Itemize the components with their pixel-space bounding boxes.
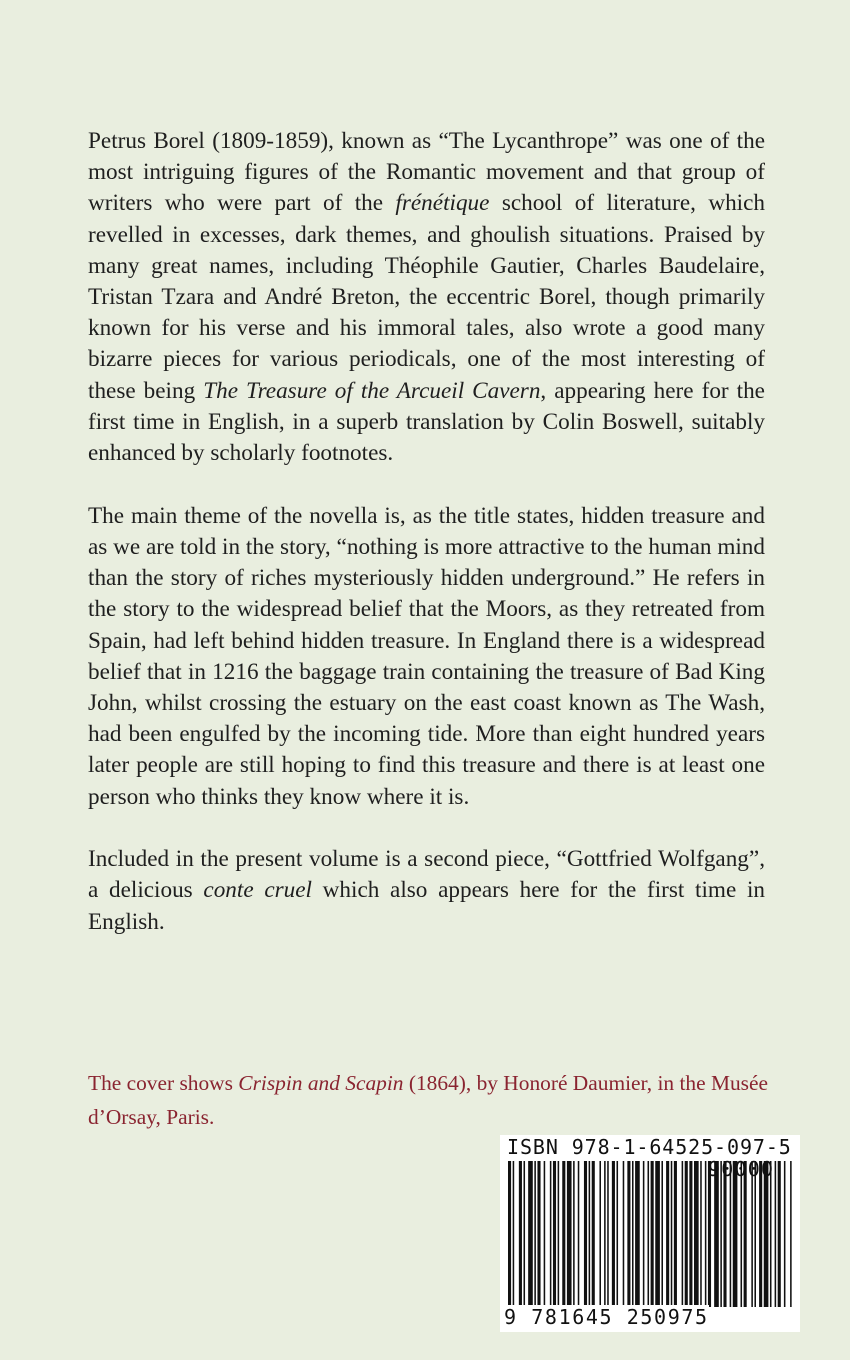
caption-segment: (1864), by Honoré Daumier, in the Musée d’Orsay, Paris. — [88, 1071, 768, 1129]
barcode-bar — [759, 1161, 762, 1307]
barcode-bar — [651, 1161, 654, 1307]
barcode-bar — [524, 1161, 526, 1307]
barcode-bar — [770, 1161, 772, 1307]
isbn-barcode — [500, 1135, 800, 1332]
barcode-bar — [623, 1161, 625, 1307]
barcode-bar — [714, 1161, 719, 1307]
barcode-bar — [723, 1161, 726, 1307]
barcode-bar — [632, 1161, 634, 1307]
barcode-bar — [730, 1161, 732, 1307]
barcode-bar — [754, 1161, 756, 1307]
blurb-segment: which also appears here for the first time in English. — [88, 877, 765, 935]
barcode-bar — [744, 1161, 747, 1307]
barcode-bar — [708, 1161, 711, 1307]
barcode-bar — [528, 1161, 533, 1307]
cover-caption — [88, 1066, 778, 1134]
price-code: 90000 — [708, 1157, 775, 1181]
barcode-bar — [519, 1161, 522, 1307]
barcode-bar — [700, 1161, 702, 1307]
blurb-segment: conte cruel — [203, 877, 312, 904]
barcode-bar — [599, 1161, 601, 1307]
isbn-label: ISBN 978-1-64525-097-5 — [507, 1135, 792, 1159]
barcode-bar — [604, 1161, 606, 1307]
barcode-bar — [648, 1161, 650, 1307]
barcode-bar — [567, 1161, 572, 1307]
barcode-bar — [627, 1161, 630, 1307]
barcode-bar — [705, 1161, 707, 1307]
barcode-bar — [720, 1161, 722, 1307]
blurb-segment: frénétique — [395, 190, 490, 217]
barcode-bar — [741, 1161, 743, 1307]
barcode-bar — [584, 1161, 587, 1307]
ean-digits: 9 781645 250975 — [504, 1305, 709, 1329]
barcode-bar — [612, 1161, 615, 1307]
barcode-bar — [578, 1161, 580, 1307]
caption-segment: Crispin and Scapin — [238, 1071, 404, 1095]
barcode-bar — [784, 1161, 786, 1307]
caption-segment: The cover shows — [88, 1071, 239, 1095]
barcode-bar — [513, 1161, 515, 1307]
barcode-bar — [617, 1161, 619, 1307]
barcode-bar — [607, 1161, 609, 1307]
barcode-bar — [689, 1161, 692, 1307]
barcode-bar — [661, 1161, 663, 1307]
barcode-bar — [550, 1161, 552, 1307]
blurb-segment: , appearing here for the first time in English, in a superb translation by Colin Boswell, suitably enhanced by scholarly footnotes. — [88, 377, 765, 467]
barcode-bar — [643, 1161, 645, 1307]
blurb-segment: The main theme of the novella is, as the title states, hidden treasure and as we are told in the story, “nothing is more attractive to the human mind than the story of riches mysteriously hidden underground.” He refers in the story to the widespread belief that the Moors, as they retreated from Spain, had left behind hidden treasure. In England there is a widespread belief that in 1216 the baggage train containing the treasure of Bad King John, whilst crossing the estuary on the east coast known as The Wash, had been engulfed by the incoming tide. More than eight hundred years later people are still hoping to find this treasure and there is at least one person who thinks they know where it is. — [88, 502, 765, 810]
barcode-bar — [544, 1161, 546, 1307]
barcode-bar — [764, 1161, 769, 1307]
barcode-bar — [671, 1161, 673, 1307]
blurb-segment: Petrus Borel (1809-1859), known as “The Lycanthrope” was one of the most intriguing figures of the Romantic movement and that group of writers who were part of the — [88, 128, 765, 217]
barcode-bar — [558, 1161, 560, 1307]
barcode-bar — [682, 1161, 684, 1307]
blurb-paragraph-1 — [88, 126, 765, 469]
barcode-bar — [751, 1161, 753, 1307]
barcode-bar — [534, 1161, 536, 1307]
barcode-bar — [778, 1161, 781, 1307]
barcode-bar — [553, 1161, 556, 1307]
barcode-bar — [635, 1161, 640, 1307]
blurb-segment: The Treasure of the Arcueil Cavern — [203, 377, 541, 404]
blurb-paragraph-3 — [88, 844, 765, 938]
barcode-bar — [592, 1161, 595, 1307]
barcode-bar — [589, 1161, 591, 1307]
barcode-bar — [775, 1161, 777, 1307]
barcode-bar — [562, 1161, 565, 1307]
blurb-paragraph-2 — [88, 501, 765, 813]
barcode-bar — [573, 1161, 575, 1307]
barcode-bar — [508, 1161, 511, 1307]
barcode-bar — [537, 1161, 540, 1307]
blurb-segment: Included in the present volume is a second piece, “Gottfried Wolfgang”, a delicious — [88, 846, 765, 904]
barcode-bar — [694, 1161, 699, 1307]
barcode-bar — [674, 1161, 677, 1307]
barcode-bar — [655, 1161, 660, 1307]
barcode-bar — [685, 1161, 688, 1307]
barcode-bar — [733, 1161, 738, 1307]
barcode-bar — [666, 1161, 669, 1307]
blurb-text — [88, 126, 765, 938]
blurb-segment: school of literature, which revelled in excesses, dark themes, and ghoulish situations. Praised by many great names, including Théophile Gautier, Charles Baudelaire, Tristan Tzara and André Breton, the eccentric Borel, though primarily known for his verse and his immoral tales, also wrote a good many bizarre pieces for various periodicals, one of the most interesting of these being — [88, 190, 765, 404]
barcode-bar — [790, 1161, 792, 1307]
